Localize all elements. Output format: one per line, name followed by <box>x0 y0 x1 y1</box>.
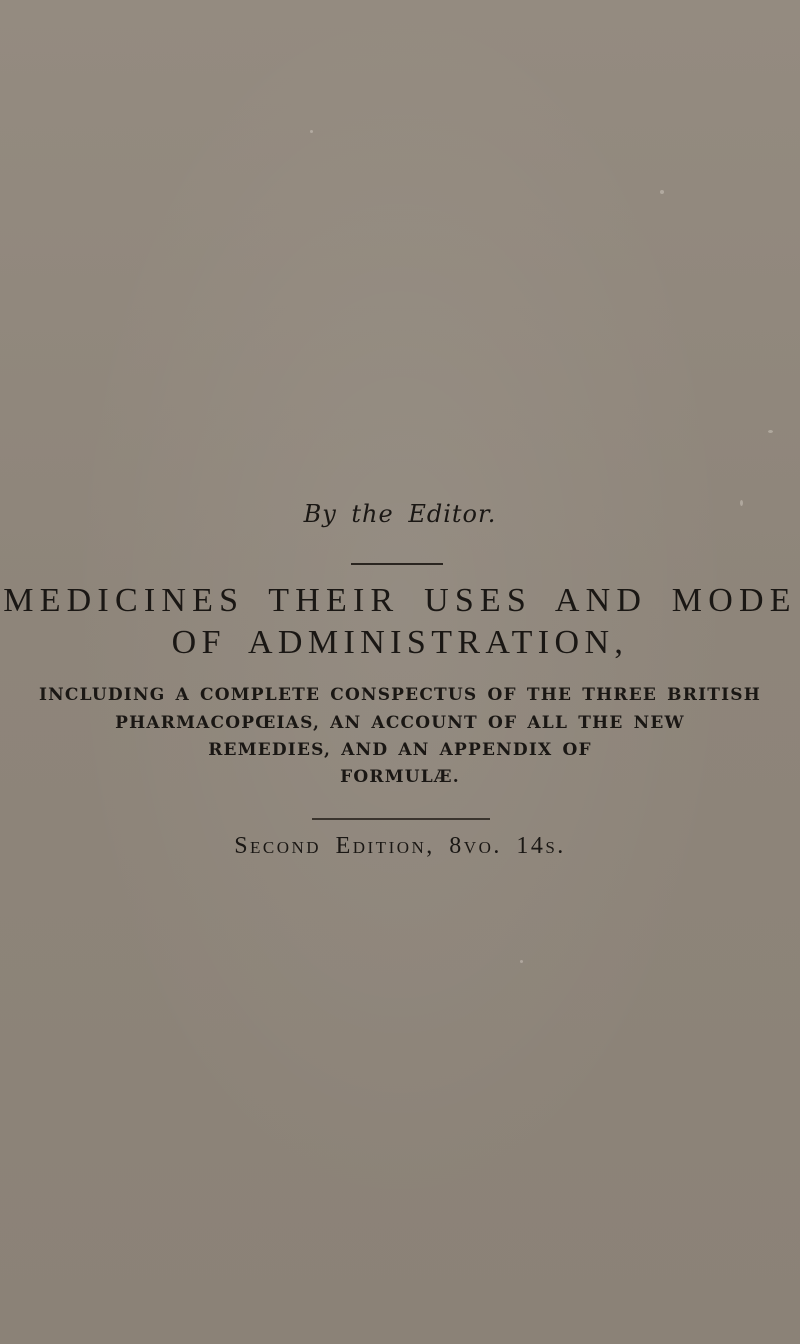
edition-price: Second Edition, 8vo. 14s. <box>234 833 566 859</box>
description-line-3: REMEDIES, AND AN APPENDIX OF <box>208 740 592 760</box>
byline: By the Editor. <box>303 500 497 528</box>
description-line-2: PHARMACOPŒIAS, AN ACCOUNT OF ALL THE NEW <box>115 713 685 733</box>
divider-rule <box>312 818 490 820</box>
description-line-1: INCLUDING A COMPLETE CONSPECTUS OF THE THREE BRITISH <box>39 685 761 705</box>
description-line-4: FORMULÆ. <box>340 767 460 787</box>
divider-rule <box>351 563 443 565</box>
paper-speck <box>768 430 773 433</box>
paper-speck <box>660 190 664 194</box>
paper-speck <box>520 960 523 963</box>
book-title-line-1: MEDICINES THEIR USES AND MODE <box>3 582 797 619</box>
paper-speck <box>310 130 313 133</box>
book-title-line-2: OF ADMINISTRATION, <box>171 624 629 661</box>
